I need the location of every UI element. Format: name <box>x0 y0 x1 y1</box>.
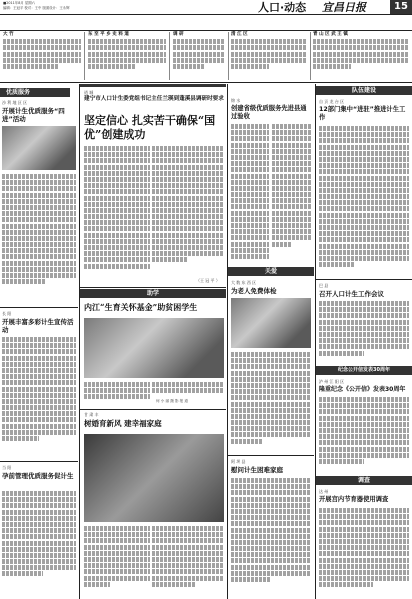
center-bottom-headline: 树婚育新风 建幸福家庭 <box>84 419 162 428</box>
rule-ra-1 <box>228 455 314 456</box>
rule-center-2 <box>80 409 226 410</box>
rule-strip-2 <box>169 32 170 80</box>
left-kicker-1: 沙 利 地 区 区 <box>2 100 28 105</box>
strip-col-4-title: 清 江 区 <box>231 32 248 37</box>
center-bottom-photo <box>84 434 224 522</box>
center-mid-text-2 <box>152 382 224 396</box>
strip-col-2-text <box>88 39 166 70</box>
rb-text-4 <box>319 508 409 596</box>
ra-kicker: 锦 水 <box>231 98 241 103</box>
rb-section-bar: 队伍建设 <box>316 86 412 95</box>
ra-text-2 <box>272 124 312 264</box>
rule-strip-4 <box>310 32 311 80</box>
center-top-bar <box>80 84 226 87</box>
center-bottom-text <box>84 526 150 596</box>
paper-logo: 宜昌日报 <box>322 1 366 14</box>
ra-section-bar: 关爱 <box>228 267 314 276</box>
rule-strip-3 <box>228 32 229 80</box>
rule-strip-1 <box>84 32 85 80</box>
strip-col-2 <box>88 32 166 80</box>
rb-bar-2: 纪念公开信发表30周年 <box>316 366 412 375</box>
rule-center-1 <box>80 287 226 288</box>
rule-right-col <box>315 84 316 599</box>
left-photo-1 <box>2 126 76 170</box>
ra-photo <box>231 298 311 348</box>
rb-text <box>319 126 409 276</box>
rb-section-bar-3: 调查 <box>316 476 412 485</box>
center-top-text-2 <box>152 146 224 276</box>
strip-col-3-text <box>173 39 225 70</box>
rb-kicker-4: 达 州 <box>319 489 329 494</box>
strip-col-5 <box>313 32 409 80</box>
rule-rb-1 <box>316 279 412 280</box>
rb-kicker-2: 巴 县 <box>319 283 329 288</box>
strip-col-1-title: 大 竹 <box>3 32 14 37</box>
rule-top-strip <box>0 30 412 31</box>
center-bottom-kicker: 甘 肃 丰 <box>84 412 99 417</box>
center-headline: 坚定信心 扎实苦干确保“国优”创建成功 <box>84 114 216 141</box>
center-byline: （王 冠 平 ） <box>196 278 220 283</box>
rule-left-1 <box>0 307 78 308</box>
strip-col-1 <box>3 32 81 80</box>
rule-below-strip <box>0 82 412 83</box>
masthead-meta: ■2011年8月 星期六 <box>3 1 36 5</box>
strip-col-3 <box>173 32 225 80</box>
rb-kicker: 自 贡 龙 台 区 <box>319 99 345 104</box>
masthead-editor-meta: 编辑：王冠平 校对：王中 版面设计：王永辉 <box>3 6 70 10</box>
left-headline-2: 开展丰富多彩计生宣传活动 <box>2 318 74 334</box>
ra-text-3 <box>231 352 311 452</box>
ra-text <box>231 124 269 264</box>
ra-kicker-2: 大 数 东 西 区 <box>231 280 257 285</box>
strip-col-5-text <box>313 39 409 70</box>
ra-headline-3: 慰问计生困难家庭 <box>231 466 283 474</box>
strip-col-2-title: 东 至 平 乡 史 料 道 <box>88 32 129 37</box>
rb-headline: 12部门集中“进驻”推进计生工作 <box>319 106 406 121</box>
strip-col-3-title: 调 研 <box>173 32 184 37</box>
ra-kicker-3: 阿 坝 县 <box>231 459 246 464</box>
left-text-3 <box>2 491 76 595</box>
ra-text-4 <box>231 478 311 596</box>
center-kicker: 道 城 <box>84 90 94 95</box>
strip-col-1-text <box>3 39 81 70</box>
rb-headline-2: 召开人口计生工作会议 <box>319 290 384 298</box>
left-text-2 <box>2 337 76 457</box>
center-mid-bar: 助学 <box>80 289 226 298</box>
left-section-bar: 优质服务 <box>0 88 70 97</box>
left-kicker-2: 长 阳 <box>2 311 12 316</box>
ra-headline-2: 为老人免费体检 <box>231 287 277 295</box>
ra-headline: 创建省级优质服务先进县通过验收 <box>231 105 307 120</box>
rb-headline-3: 隆重纪念《公开信》发表30周年 <box>319 386 406 393</box>
rule-left-col <box>79 84 80 599</box>
strip-col-4-text <box>231 39 307 70</box>
rb-kicker-3: 泸 州 江 阳 区 <box>319 379 345 384</box>
left-kicker-3: 当 阳 <box>2 465 12 470</box>
center-mid-headline: 内江“生育关怀基金”助贫困学生 <box>84 302 198 312</box>
center-top-text <box>84 146 150 276</box>
left-headline-3: 孕前管理优质服务促计生 <box>2 472 74 480</box>
strip-col-5-title: 青 山 区 武 王 镇 <box>313 32 348 37</box>
rule-left-2 <box>0 461 78 462</box>
center-mid-caption: 何 小 丽 摄 影 报 道 <box>156 399 189 403</box>
rb-text-3 <box>319 397 409 473</box>
strip-col-4 <box>231 32 307 80</box>
center-mid-text <box>84 382 150 402</box>
center-bottom-text-2 <box>152 526 224 596</box>
rule-center-col <box>227 84 228 599</box>
masthead <box>0 0 412 15</box>
rb-headline-4: 开展宫内节育器使用调查 <box>319 496 389 503</box>
center-mid-photo <box>84 318 224 378</box>
rb-text-2 <box>319 301 409 363</box>
page-number: 15 <box>390 0 412 14</box>
left-headline-1: 开展计生优质服务“四进”活动 <box>2 107 65 123</box>
section-title: 人口·动态 <box>258 1 307 14</box>
left-text-1 <box>2 174 76 302</box>
center-subhead: 建宁市人口计生委党组书记主任兰瑛到蓬溪县调研时要求 <box>84 96 224 102</box>
